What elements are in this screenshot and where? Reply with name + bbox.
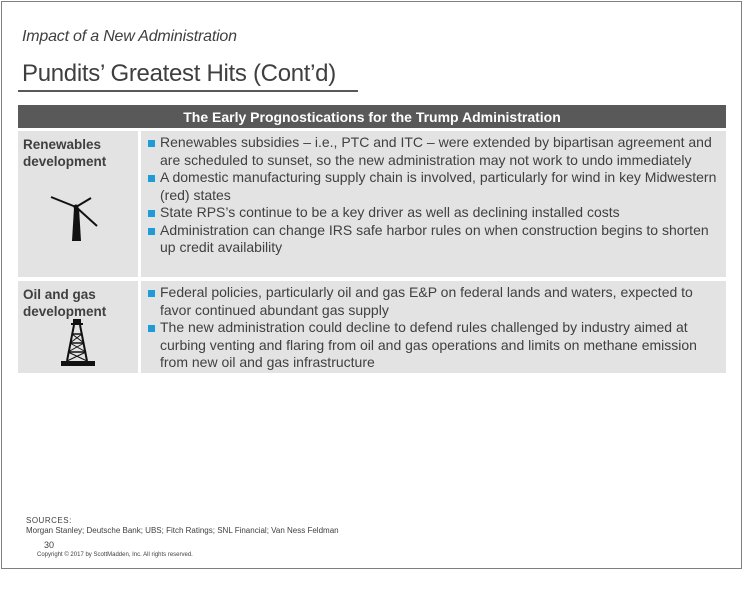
bullet-list (147, 134, 718, 257)
oil-rig-icon (60, 319, 96, 369)
row-label-cell (18, 131, 138, 277)
row-label (23, 286, 138, 320)
bullet-item: Renewables subsidies – i.e., PTC and ITC – were extended by bipartisan agreement and are scheduled to sunset, so the new administration may not work to undo immediately (147, 134, 718, 169)
row-body (141, 281, 726, 373)
bullet-item: Federal policies, particularly oil and gas E&P on federal lands and waters, expected to favor continued abundant gas supply (147, 284, 718, 319)
row-label (23, 136, 138, 170)
bullet-item: The new administration could decline to defend rules challenged by industry aimed at curbing venting and flaring from oil and gas operations and limits on methane emission from new oil and gas infrastructure (147, 319, 718, 372)
section-kicker: Impact of a New Administration (22, 28, 237, 45)
bullet-item: State RPS’s continue to be a key driver as well as declining installed costs (147, 204, 718, 222)
sources-label: SOURCES: (26, 516, 72, 525)
wind-turbine-icon (50, 195, 102, 243)
bullet-item: A domestic manufacturing supply chain is involved, particularly for wind in key Midwestern (red) states (147, 169, 718, 204)
row-label-line: development (23, 304, 107, 319)
row-label-cell (18, 281, 138, 373)
bullet-item: Administration can change IRS safe harbor rules on when construction begins to shorten up credit availability (147, 222, 718, 257)
table-row-oil-gas (18, 281, 726, 373)
row-label-line: Renewables (23, 137, 102, 152)
title-underline (18, 90, 358, 92)
page-title: Pundits’ Greatest Hits (Cont’d) (22, 60, 336, 87)
row-body (141, 131, 726, 277)
row-label-line: development (23, 154, 107, 169)
table-row-renewables (18, 131, 726, 277)
bullet-list (147, 284, 718, 372)
table-header: The Early Prognostications for the Trump Administration (18, 105, 726, 128)
page-number: 30 (44, 540, 55, 550)
sources-text: Morgan Stanley; Deutsche Bank; UBS; Fitch Ratings; SNL Financial; Van Ness Feldman (26, 526, 339, 535)
row-label-line: Oil and gas (23, 287, 96, 302)
copyright-notice: Copyright © 2017 by ScottMadden, Inc. All rights reserved. (37, 552, 193, 558)
